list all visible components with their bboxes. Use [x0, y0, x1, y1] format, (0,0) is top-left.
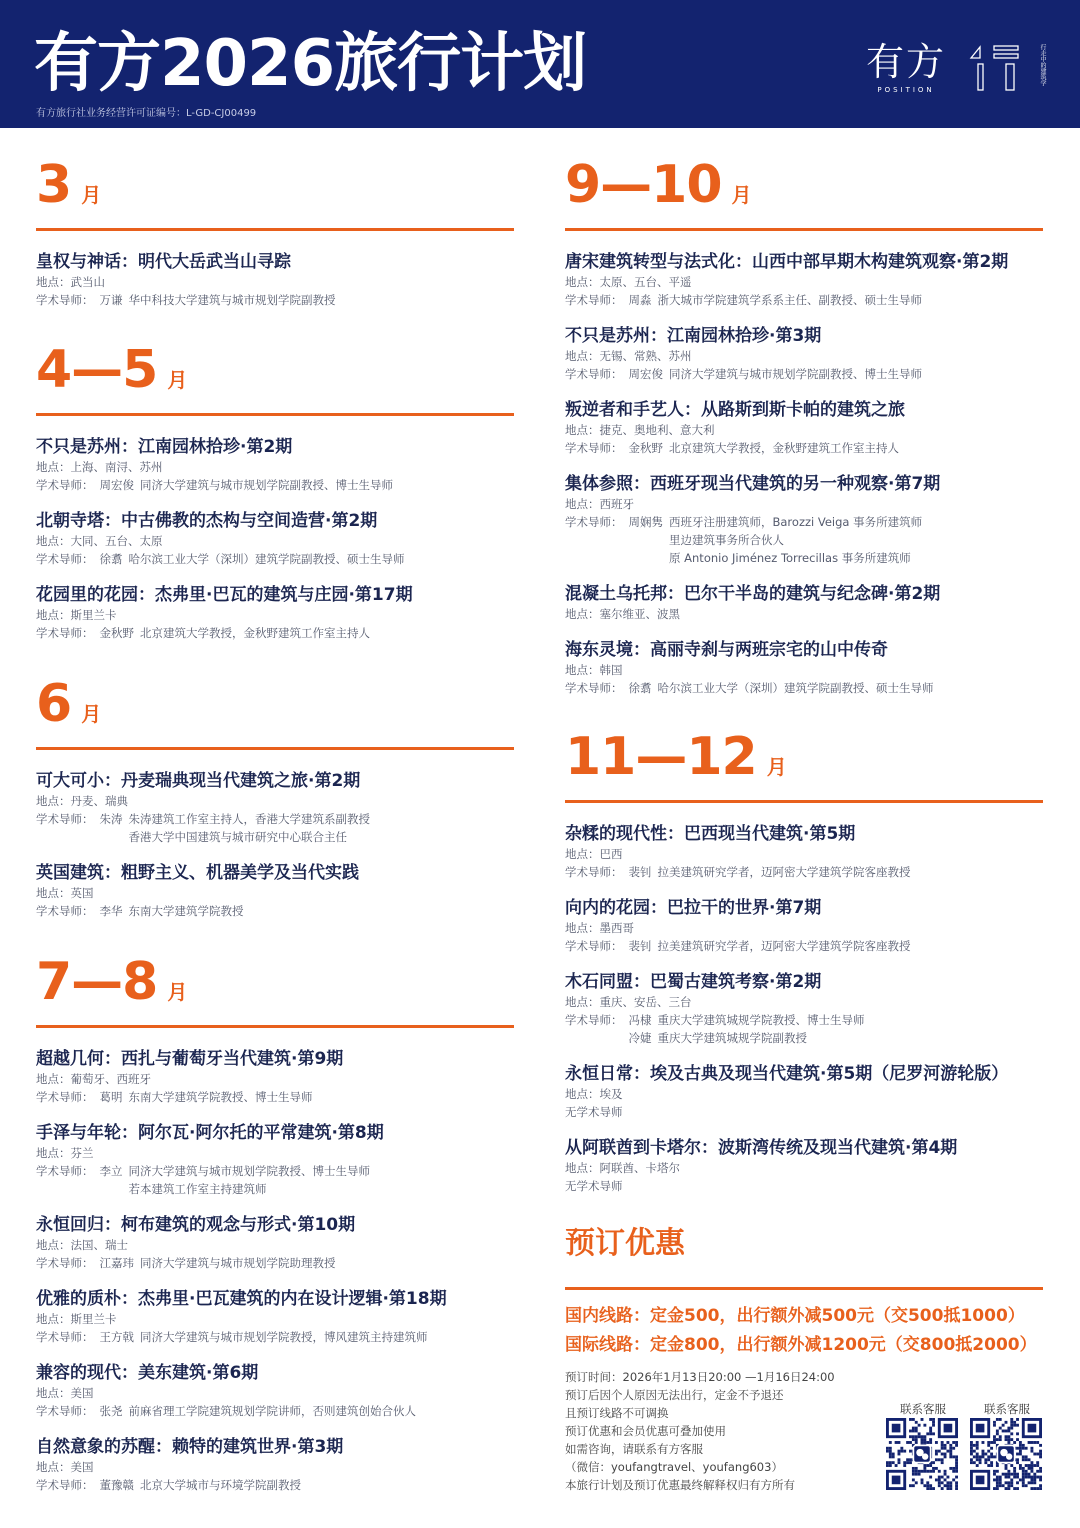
month-heading	[36, 674, 514, 734]
tutor-label: 学术导师：	[36, 1090, 94, 1104]
trip-item[interactable]	[565, 251, 1065, 309]
tutor-name: 徐翥	[99, 552, 123, 566]
tutor-desc: 同济大学建筑与城市规划学院副教授、博士生导师	[140, 478, 393, 492]
trip-place	[36, 1458, 536, 1476]
month-unit: 月	[731, 183, 752, 207]
trip-title[interactable]: 海东灵境：高丽寺刹与两班宗宅的山中传奇	[565, 640, 888, 660]
month-number: 6	[36, 674, 72, 734]
place-label: 地点：	[565, 663, 600, 677]
tutor-desc: 北京建筑大学教授，金秋野建筑工作室主持人	[140, 626, 370, 640]
trip-place	[36, 606, 536, 624]
section-divider	[36, 747, 514, 750]
trip-item[interactable]	[565, 897, 1065, 955]
tutor-name: 江嘉玮	[99, 1256, 134, 1270]
trip-title[interactable]: 杂糅的现代性：巴西现当代建筑·第5期	[565, 824, 856, 844]
trip-item[interactable]	[36, 770, 536, 846]
trip-title[interactable]: 集体参照：西班牙现当代建筑的另一种观察·第7期	[565, 474, 941, 494]
tutor-label: 学术导师：	[36, 478, 94, 492]
place-value: 法国、瑞士	[70, 1238, 128, 1252]
tutor-label-spacer	[36, 828, 94, 846]
place-value: 美国	[70, 1386, 94, 1400]
booking-notes	[565, 1368, 835, 1494]
tutor-desc: 哈尔滨工业大学（深圳）建筑学院副教授、硕士生导师	[657, 681, 934, 695]
tutor-label: 学术导师：	[36, 1330, 94, 1344]
tutor-desc: 重庆大学建筑城规学院副教授	[657, 1031, 807, 1045]
section-divider	[36, 1025, 514, 1028]
qr-label: 联系客服	[984, 1402, 1030, 1416]
tutor-desc: 香港大学中国建筑与城市研究中心联合主任	[128, 830, 347, 844]
tutor-label: 学术导师：	[565, 293, 623, 307]
month-number: 4—5	[36, 340, 158, 400]
logo-tagline: 行走中的建筑学	[1039, 44, 1046, 86]
trip-item[interactable]	[565, 971, 1065, 1047]
tutor-name: 金秋野	[99, 626, 134, 640]
trip-tutor	[36, 291, 536, 309]
trip-item[interactable]	[565, 1137, 1065, 1195]
tutor-name: 万谦	[99, 293, 123, 307]
place-value: 韩国	[599, 663, 623, 677]
place-label: 地点：	[565, 607, 600, 621]
place-label: 地点：	[36, 1146, 71, 1160]
tutor-desc: 里边建筑事务所合伙人	[669, 533, 784, 547]
note: 预订优惠和会员优惠可叠加使用	[565, 1424, 726, 1438]
trip-tutor	[36, 1162, 536, 1198]
logo-cn: 有方	[866, 40, 947, 84]
month-section	[36, 340, 514, 640]
trip-title[interactable]: 永恒回归：柯布建筑的观念与形式·第10期	[36, 1215, 356, 1235]
trip-item[interactable]	[565, 399, 1065, 457]
place-value: 英国	[70, 886, 94, 900]
tutor-desc: 同济大学建筑与城市规划学院副教授、博士生导师	[669, 367, 922, 381]
place-value: 捷克、奥地利、意大利	[599, 423, 715, 437]
trip-tutor	[565, 291, 1065, 309]
trip-item[interactable]	[36, 862, 536, 920]
no-tutor: 无学术导师	[565, 1105, 623, 1119]
trip-list	[36, 1048, 536, 1510]
place-label: 地点：	[565, 921, 600, 935]
tutor-name	[100, 1180, 123, 1198]
trip-tutor	[36, 550, 536, 568]
tutor-desc: 若本建筑工作室主持建筑师	[128, 1182, 267, 1196]
trip-item[interactable]	[36, 1288, 536, 1346]
trip-title[interactable]: 英国建筑：粗野主义、机器美学及当代实践	[36, 863, 359, 883]
tutor-desc: 哈尔滨工业大学（深圳）建筑学院副教授、硕士生导师	[128, 552, 405, 566]
trip-tutor	[565, 1011, 1065, 1047]
tutor-name: 裴钊	[628, 939, 652, 953]
trip-title[interactable]: 可大可小：丹麦瑞典现当代建筑之旅·第2期	[36, 771, 361, 791]
trip-place	[36, 1144, 536, 1162]
trip-place	[36, 532, 536, 550]
tutor-desc: 同济大学建筑与城市规划学院助理教授	[140, 1256, 336, 1270]
trip-place	[36, 1310, 536, 1328]
place-value: 葡萄牙、西班牙	[70, 1072, 151, 1086]
note: 如需咨询，请联系有方客服	[565, 1442, 703, 1456]
trip-tutor	[36, 810, 536, 846]
tutor-desc: 原 Antonio Jiménez Torrecillas 事务所建筑师	[669, 551, 911, 565]
trip-item[interactable]	[565, 1063, 1065, 1121]
tutor-label: 学术导师：	[36, 293, 94, 307]
page-title: 有方2026旅行计划	[34, 27, 587, 101]
month-heading	[36, 952, 514, 1012]
trip-place	[565, 605, 1065, 623]
trip-item[interactable]	[36, 584, 536, 642]
place-value: 上海、南浔、苏州	[70, 460, 163, 474]
tutor-label: 学术导师：	[36, 904, 94, 918]
tutor-desc: 拉美建筑研究学者，迈阿密大学建筑学院客座教授	[657, 939, 911, 953]
trip-item[interactable]	[36, 251, 536, 309]
month-unit: 月	[766, 755, 787, 779]
trip-item[interactable]	[36, 1122, 536, 1198]
brand-logo	[866, 40, 946, 94]
month-number: 11—12	[565, 727, 757, 787]
trip-title[interactable]: 自然意象的苏醒：赖特的建筑世界·第3期	[36, 1437, 344, 1457]
trip-item[interactable]	[565, 583, 1065, 623]
trip-place	[565, 495, 1065, 513]
month-number: 7—8	[36, 952, 158, 1012]
place-value: 斯里兰卡	[70, 608, 117, 622]
trip-title[interactable]: 不只是苏州：江南园林拾珍·第2期	[36, 437, 293, 457]
tutor-label-spacer	[565, 549, 623, 567]
place-value: 埃及	[599, 1087, 623, 1101]
place-label: 地点：	[36, 794, 71, 808]
tutor-label-spacer	[565, 531, 623, 549]
qr-code-1[interactable]	[886, 1400, 960, 1490]
tutor-desc: 东南大学建筑学院教授	[128, 904, 244, 918]
trip-tutor	[565, 439, 1065, 457]
tutor-name: 周娴隽	[628, 515, 663, 529]
tutor-name: 冷婕	[628, 1031, 652, 1045]
month-heading	[36, 340, 514, 400]
tutor-name: 张尧	[99, 1404, 123, 1418]
month-section	[36, 952, 514, 1492]
trip-title[interactable]: 不只是苏州：江南园林拾珍·第3期	[565, 326, 822, 346]
month-section	[36, 674, 514, 918]
trip-tutor	[36, 1254, 536, 1272]
tutor-name: 周宏俊	[99, 478, 134, 492]
place-label: 地点：	[36, 1312, 71, 1326]
place-label: 地点：	[565, 349, 600, 363]
place-value: 无锡、常熟、苏州	[599, 349, 692, 363]
month-section	[565, 727, 1043, 1193]
tutor-name	[629, 549, 664, 567]
tutor-desc: 浙大城市学院建筑学系系主任、副教授、硕士生导师	[657, 293, 922, 307]
tutor-name: 金秋野	[628, 441, 663, 455]
tutor-desc: 西班牙注册建筑师，Barozzi Veiga 事务所建筑师	[669, 515, 923, 529]
tutor-label: 学术导师：	[36, 1256, 94, 1270]
tutor-label: 学术导师：	[36, 812, 94, 826]
tutor-desc: 朱涛建筑工作室主持人，香港大学建筑系副教授	[128, 812, 370, 826]
no-tutor: 无学术导师	[565, 1179, 623, 1193]
place-label: 地点：	[36, 460, 71, 474]
trip-item[interactable]	[36, 510, 536, 568]
tutor-name: 葛明	[99, 1090, 123, 1104]
trip-place	[36, 792, 536, 810]
section-divider	[36, 413, 514, 416]
month-heading	[36, 155, 514, 215]
tutor-label: 学术导师：	[36, 552, 94, 566]
place-label: 地点：	[36, 608, 71, 622]
month-unit: 月	[167, 980, 188, 1004]
month-unit: 月	[81, 702, 102, 726]
trip-place	[565, 661, 1065, 679]
place-value: 美国	[70, 1460, 94, 1474]
trip-list	[36, 251, 536, 325]
trip-list	[565, 823, 1065, 1211]
tutor-name: 王方戟	[99, 1330, 134, 1344]
month-section	[36, 155, 514, 307]
trip-place	[565, 347, 1065, 365]
month-heading	[565, 155, 1043, 215]
tutor-desc: 北京建筑大学教授，金秋野建筑工作室主持人	[669, 441, 899, 455]
trip-item[interactable]	[565, 325, 1065, 383]
trip-title[interactable]: 花园里的花园：杰弗里·巴瓦的建筑与庄园·第17期	[36, 585, 413, 605]
trip-item[interactable]	[36, 1048, 536, 1106]
offer-list	[565, 1302, 1037, 1360]
place-value: 阿联酋、卡塔尔	[599, 1161, 680, 1175]
trip-title[interactable]: 皇权与神话：明代大岳武当山寻踪	[36, 252, 291, 272]
trip-place	[36, 1070, 536, 1088]
tutor-label-spacer	[565, 1029, 623, 1047]
note: 预订后因个人原因无法出行，定金不予退还	[565, 1388, 784, 1402]
place-value: 大同、五台、太原	[70, 534, 163, 548]
trip-tutor	[565, 513, 1065, 567]
tutor-label: 学术导师：	[565, 939, 623, 953]
trip-title[interactable]: 从阿联酋到卡塔尔：波斯湾传统及现当代建筑·第4期	[565, 1138, 958, 1158]
qr-label: 联系客服	[900, 1402, 946, 1416]
tutor-name: 冯棣	[628, 1013, 652, 1027]
trip-tutor	[36, 902, 536, 920]
trip-place	[36, 1384, 536, 1402]
qr-code-icon	[970, 1418, 1042, 1490]
tutor-label: 学术导师：	[36, 1478, 94, 1492]
place-label: 地点：	[565, 1161, 600, 1175]
place-label: 地点：	[36, 1460, 71, 1474]
tutor-label: 学术导师：	[565, 1013, 623, 1027]
month-unit: 月	[167, 368, 188, 392]
place-value: 西班牙	[599, 497, 634, 511]
trip-list	[36, 770, 536, 936]
place-value: 重庆、安岳、三台	[599, 995, 692, 1009]
trip-item[interactable]	[36, 436, 536, 494]
place-label: 地点：	[565, 995, 600, 1009]
note: 本旅行计划及预订优惠最终解释权归有方所有	[565, 1478, 795, 1492]
booking-heading: 预订优惠	[565, 1226, 685, 1261]
trip-item[interactable]	[565, 473, 1065, 567]
tutor-desc: 北京大学城市与环境学院副教授	[140, 1478, 301, 1492]
place-value: 丹麦、瑞典	[70, 794, 128, 808]
trip-tutor	[565, 863, 1065, 881]
trip-item[interactable]	[36, 1436, 536, 1494]
tutor-label: 学术导师：	[565, 367, 623, 381]
trip-tutor	[565, 365, 1065, 383]
trip-place	[565, 1159, 1065, 1177]
place-value: 太原、五台、平遥	[599, 275, 692, 289]
month-section	[565, 155, 1043, 695]
offer-international: 国际线路：定金800，出行额外减1200元（交800抵2000）	[565, 1335, 1037, 1355]
trip-tutor	[36, 624, 536, 642]
place-value: 武当山	[70, 275, 105, 289]
tutor-name: 周淼	[628, 293, 652, 307]
tutor-desc: 东南大学建筑学院教授、博士生导师	[128, 1090, 313, 1104]
place-label: 地点：	[36, 1072, 71, 1086]
tutor-desc: 重庆大学建筑城规学院教授、博士生导师	[657, 1013, 865, 1027]
trip-place	[36, 458, 536, 476]
logo-mark-icon	[968, 44, 1024, 92]
note: 预订时间：2026年1月13日20:00 —1月16日24:00	[565, 1370, 835, 1384]
place-label: 地点：	[565, 1087, 600, 1101]
qr-code-icon	[886, 1418, 958, 1490]
offer-domestic: 国内线路：定金500，出行额外减500元（交500抵1000）	[565, 1306, 1025, 1326]
place-value: 巴西	[599, 847, 623, 861]
tutor-desc: 拉美建筑研究学者，迈阿密大学建筑学院客座教授	[657, 865, 911, 879]
trip-tutor	[565, 937, 1065, 955]
section-divider	[565, 1287, 1043, 1290]
trip-place	[565, 421, 1065, 439]
tutor-label: 学术导师：	[565, 515, 623, 529]
trip-item[interactable]	[36, 1214, 536, 1272]
tutor-label: 学术导师：	[36, 626, 94, 640]
place-label: 地点：	[36, 534, 71, 548]
header-banner	[0, 0, 1080, 128]
place-value: 斯里兰卡	[70, 1312, 117, 1326]
section-divider	[36, 228, 514, 231]
trip-title[interactable]: 手泽与年轮：阿尔瓦·阿尔托的平常建筑·第8期	[36, 1123, 384, 1143]
place-label: 地点：	[36, 275, 71, 289]
trip-item[interactable]	[565, 823, 1065, 881]
place-value: 塞尔维亚、波黑	[599, 607, 680, 621]
tutor-label: 学术导师：	[36, 1164, 94, 1178]
month-heading	[565, 727, 1043, 787]
trip-place	[36, 273, 536, 291]
place-value: 芬兰	[70, 1146, 94, 1160]
tutor-name: 周宏俊	[628, 367, 663, 381]
license-number: 有方旅行社业务经营许可证编号：L-GD-CJ00499	[36, 108, 257, 119]
note: 且预订线路不可调换	[565, 1406, 669, 1420]
place-label: 地点：	[36, 886, 71, 900]
trip-title[interactable]: 唐宋建筑转型与法式化：山西中部早期木构建筑观察·第2期	[565, 252, 1009, 272]
place-label: 地点：	[565, 275, 600, 289]
trip-tutor	[565, 679, 1065, 697]
month-unit: 月	[81, 183, 102, 207]
place-label: 地点：	[565, 847, 600, 861]
qr-code-2[interactable]	[970, 1400, 1044, 1490]
trip-tutor	[36, 1476, 536, 1494]
trip-place	[565, 993, 1065, 1011]
logo-en: POSITION	[877, 86, 935, 94]
tutor-label: 学术导师：	[565, 441, 623, 455]
section-divider	[565, 800, 1043, 803]
trip-item[interactable]	[565, 639, 1065, 697]
tutor-label-spacer	[36, 1180, 94, 1198]
trip-place	[36, 1236, 536, 1254]
tutor-desc: 同济大学建筑与城市规划学院教授，博风建筑主持建筑师	[140, 1330, 428, 1344]
tutor-name	[100, 828, 123, 846]
tutor-desc: 前麻省理工学院建筑规划学院讲师，否则建筑创始合伙人	[128, 1404, 416, 1418]
trip-place	[565, 919, 1065, 937]
trip-title[interactable]: 永恒日常：埃及古典及现当代建筑·第5期（尼罗河游轮版）	[565, 1064, 1009, 1084]
month-number: 3	[36, 155, 72, 215]
trip-list	[565, 251, 1065, 713]
tutor-label: 学术导师：	[565, 865, 623, 879]
tutor-name: 朱涛	[99, 812, 123, 826]
trip-item[interactable]	[36, 1362, 536, 1420]
tutor-name: 裴钊	[628, 865, 652, 879]
place-value: 墨西哥	[599, 921, 634, 935]
place-label: 地点：	[36, 1238, 71, 1252]
trip-title[interactable]: 混凝土乌托邦：巴尔干半岛的建筑与纪念碑·第2期	[565, 584, 941, 604]
trip-tutor	[36, 476, 536, 494]
trip-title[interactable]: 叛逆者和手艺人：从路斯到斯卡帕的建筑之旅	[565, 400, 905, 420]
tutor-name: 董豫赣	[99, 1478, 134, 1492]
tutor-label: 学术导师：	[36, 1404, 94, 1418]
trip-place	[565, 273, 1065, 291]
tutor-name: 徐翥	[628, 681, 652, 695]
trip-title[interactable]: 木石同盟：巴蜀古建筑考察·第2期	[565, 972, 822, 992]
place-label: 地点：	[565, 423, 600, 437]
section-divider	[565, 228, 1043, 231]
trip-tutor	[36, 1088, 536, 1106]
trip-place	[565, 845, 1065, 863]
trip-title[interactable]: 向内的花园：巴拉干的世界·第7期	[565, 898, 822, 918]
trip-place	[565, 1085, 1065, 1103]
note: （微信：youfangtravel、youfang603）	[565, 1460, 783, 1474]
place-label: 地点：	[565, 497, 600, 511]
trip-list	[36, 436, 536, 658]
trip-place	[36, 884, 536, 902]
month-number: 9—10	[565, 155, 722, 215]
trip-title[interactable]: 超越几何：西扎与葡萄牙当代建筑·第9期	[36, 1049, 344, 1069]
trip-title[interactable]: 北朝寺塔：中古佛教的杰构与空间造营·第2期	[36, 511, 378, 531]
tutor-desc: 同济大学建筑与城市规划学院教授、博士生导师	[128, 1164, 370, 1178]
tutor-name: 李华	[99, 904, 123, 918]
place-label: 地点：	[36, 1386, 71, 1400]
tutor-label: 学术导师：	[565, 681, 623, 695]
tutor-name	[629, 531, 664, 549]
tutor-desc: 华中科技大学建筑与城市规划学院副教授	[128, 293, 336, 307]
tutor-name: 李立	[99, 1164, 123, 1178]
trip-title[interactable]: 优雅的质朴：杰弗里·巴瓦建筑的内在设计逻辑·第18期	[36, 1289, 447, 1309]
trip-title[interactable]: 兼容的现代：美东建筑·第6期	[36, 1363, 259, 1383]
trip-tutor	[36, 1402, 536, 1420]
trip-tutor	[36, 1328, 536, 1346]
